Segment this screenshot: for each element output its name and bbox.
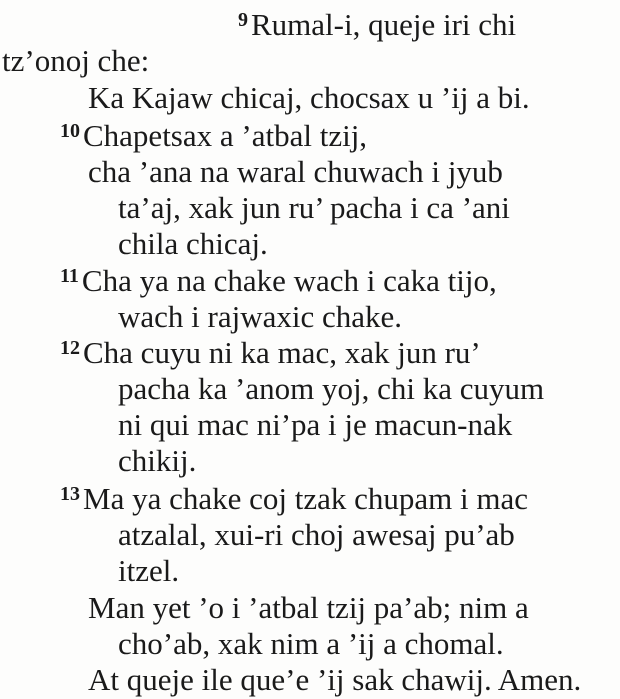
verse-text: Ma ya chake coj tzak chupam i mac bbox=[83, 481, 528, 516]
verse-number-12: 12 bbox=[60, 337, 80, 359]
doxology-line-1: Man yet ’o i ’atbal tzij pa’ab; nim a bbox=[88, 590, 529, 625]
verse-9-line-3: Ka Kajaw chicaj, chocsax u ’ij a bi. bbox=[88, 80, 530, 115]
verse-11-line-2: wach i rajwaxic chake. bbox=[118, 299, 403, 334]
verse-9-line-1 bbox=[238, 6, 516, 48]
verse-9-line-2: tz’onoj che: bbox=[2, 43, 150, 78]
verse-12-line-2: pacha ka ’anom yoj, chi ka cuyum bbox=[118, 371, 545, 406]
verse-number-10: 10 bbox=[60, 120, 80, 142]
doxology-line-3: At queje ile que’e ’ij sak chawij. Amen. bbox=[88, 662, 582, 697]
verse-13-line-2: atzalal, xui-ri choj awesaj pu’ab bbox=[118, 517, 515, 552]
verse-text: Rumal-i, queje iri chi bbox=[251, 7, 517, 42]
doxology-line-2: cho’ab, xak nim a ’ij a chomal. bbox=[118, 626, 504, 661]
verse-text: Cha cuyu ni ka mac, xak jun ru’ bbox=[83, 335, 481, 370]
verse-10-line-4: chila chicaj. bbox=[118, 226, 268, 261]
verse-number-11: 11 bbox=[60, 265, 79, 287]
verse-number-13: 13 bbox=[60, 483, 80, 505]
verse-text: Chapetsax a ’atbal tzij, bbox=[83, 118, 368, 153]
verse-text: Cha ya na chake wach i caka tijo, bbox=[81, 263, 497, 298]
verse-10-line-3: ta’aj, xak jun ru’ pacha i ca ’ani bbox=[118, 190, 510, 225]
verse-number-9: 9 bbox=[238, 9, 248, 31]
verse-10-line-2: cha ’ana na waral chuwach i jyub bbox=[88, 154, 503, 189]
verse-13-line-3: itzel. bbox=[118, 553, 180, 588]
verse-12-line-3: ni qui mac ni’pa i je macun-nak bbox=[118, 407, 513, 442]
verse-12-line-4: chikij. bbox=[118, 443, 197, 478]
